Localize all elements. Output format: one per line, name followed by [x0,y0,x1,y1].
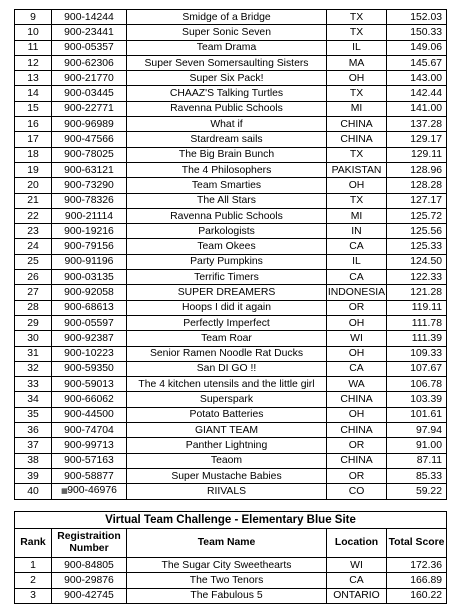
location-cell: OR [327,438,387,453]
header-registration-number: Registraition Number [52,529,127,558]
team-name-cell: Terrific Timers [127,270,327,285]
rank-cell: 36 [15,423,52,438]
team-name-cell: Party Pumpkins [127,254,327,269]
table-title: Virtual Team Challenge - Elementary Blue Site [15,512,447,529]
rank-cell: 30 [15,331,52,346]
table-row [15,208,447,223]
rank-cell: 31 [15,346,52,361]
total-score-cell: 59.22 [387,484,447,499]
table-row [15,453,447,468]
team-name-cell: Teaom [127,453,327,468]
team-name-cell: Potato Batteries [127,407,327,422]
rank-cell: 27 [15,285,52,300]
registration-number-cell: 900-59350 [52,361,127,376]
team-name-cell: The Two Tenors [127,573,327,588]
registration-number-cell: 900-44500 [52,407,127,422]
total-score-cell: 125.33 [387,239,447,254]
table-row [15,573,447,588]
table-row [15,423,447,438]
table-row [15,10,447,25]
total-score-cell: 128.96 [387,162,447,177]
table-row [15,117,447,132]
elementary-table-body [15,558,447,604]
rank-cell: 33 [15,377,52,392]
location-cell: TX [327,25,387,40]
registration-number-cell: 900-05357 [52,40,127,55]
location-cell: TX [327,193,387,208]
location-cell: MA [327,55,387,70]
total-score-cell: 129.17 [387,132,447,147]
registration-number-cell: 900-03445 [52,86,127,101]
team-name-cell: The Big Brain Bunch [127,147,327,162]
total-score-cell: 122.33 [387,270,447,285]
rank-cell: 32 [15,361,52,376]
table-row [15,300,447,315]
registration-number-cell: 900-63121 [52,162,127,177]
total-score-cell: 85.33 [387,468,447,483]
total-score-cell: 137.28 [387,117,447,132]
rank-cell: 19 [15,162,52,177]
registration-number-cell: 900-29876 [52,573,127,588]
table-row [15,147,447,162]
header-location: Location [327,529,387,558]
table-row [15,162,447,177]
registration-number-cell [52,484,127,499]
rank-cell: 18 [15,147,52,162]
total-score-cell: 125.56 [387,224,447,239]
total-score-cell: 129.11 [387,147,447,162]
registration-number-cell: 900-79156 [52,239,127,254]
glyph-symbol: ▦ [61,488,68,496]
team-name-cell: Super Sonic Seven [127,25,327,40]
header-total-score: Total Score [387,529,447,558]
location-cell: CA [327,239,387,254]
team-name-cell: Team Roar [127,331,327,346]
total-score-cell: 106.78 [387,377,447,392]
location-cell: CHINA [327,423,387,438]
total-score-cell: 145.67 [387,55,447,70]
rank-cell: 12 [15,55,52,70]
table-row [15,132,447,147]
total-score-cell: 101.61 [387,407,447,422]
rank-cell: 39 [15,468,52,483]
registration-number-cell: 900-59013 [52,377,127,392]
total-score-cell: 124.50 [387,254,447,269]
registration-number-cell: 900-96989 [52,117,127,132]
rank-cell: 20 [15,178,52,193]
team-name-cell: Super Six Pack! [127,71,327,86]
registration-number-cell: 900-14244 [52,10,127,25]
table-title-row [15,512,447,529]
registration-number-cell: 900-62306 [52,55,127,70]
table-row [15,71,447,86]
total-score-cell: 142.44 [387,86,447,101]
total-score-cell: 103.39 [387,392,447,407]
registration-number-cell: 900-92387 [52,331,127,346]
rank-cell: 23 [15,224,52,239]
location-cell: OH [327,178,387,193]
registration-number-cell: 900-66062 [52,392,127,407]
location-cell: CA [327,361,387,376]
rank-cell: 25 [15,254,52,269]
registration-number-cell: 900-78025 [52,147,127,162]
location-cell: INDONESIA [327,285,387,300]
registration-number-cell: 900-42745 [52,588,127,603]
rank-cell: 26 [15,270,52,285]
team-name-cell: GIANT TEAM [127,423,327,438]
location-cell: OH [327,71,387,86]
location-cell: WI [327,558,387,573]
team-name-cell: San DI GO !! [127,361,327,376]
total-score-cell: 111.78 [387,315,447,330]
table-row [15,55,447,70]
total-score-cell: 127.17 [387,193,447,208]
location-cell: CO [327,484,387,499]
table-row [15,25,447,40]
location-cell: CA [327,270,387,285]
table-row [15,193,447,208]
results-table-continued [14,9,447,500]
total-score-cell: 111.39 [387,331,447,346]
team-name-cell: Team Okees [127,239,327,254]
total-score-cell: 125.72 [387,208,447,223]
table-row [15,224,447,239]
registration-number-cell: 900-19216 [52,224,127,239]
table-row [15,254,447,269]
team-name-cell: Senior Ramen Noodle Rat Ducks [127,346,327,361]
rank-cell: 1 [15,558,52,573]
team-name-cell: The 4 Philosophers [127,162,327,177]
location-cell: CHINA [327,453,387,468]
team-name-cell: The 4 kitchen utensils and the little girl [127,377,327,392]
rank-cell: 24 [15,239,52,254]
total-score-cell: 109.33 [387,346,447,361]
registration-number-cell: 900-58877 [52,468,127,483]
total-score-cell: 150.33 [387,25,447,40]
team-name-cell: Parkologists [127,224,327,239]
team-name-cell: Panther Lightning [127,438,327,453]
rank-cell: 2 [15,573,52,588]
rank-cell: 37 [15,438,52,453]
location-cell: OH [327,407,387,422]
table-row [15,361,447,376]
location-cell: WI [327,331,387,346]
total-score-cell: 119.11 [387,300,447,315]
header-rank: Rank [15,529,52,558]
team-name-cell: Super Seven Somersaulting Sisters [127,55,327,70]
table-row [15,86,447,101]
location-cell: OH [327,346,387,361]
team-name-cell: Smidge of a Bridge [127,10,327,25]
total-score-cell: 143.00 [387,71,447,86]
rank-cell: 34 [15,392,52,407]
rank-cell: 28 [15,300,52,315]
results-table-body [15,10,447,500]
total-score-cell: 87.11 [387,453,447,468]
location-cell: TX [327,86,387,101]
registration-number-cell: 900-92058 [52,285,127,300]
location-cell: WA [327,377,387,392]
team-name-cell: Perfectly Imperfect [127,315,327,330]
rank-cell: 17 [15,132,52,147]
total-score-cell: 97.94 [387,423,447,438]
team-name-cell: SUPER DREAMERS [127,285,327,300]
table-row [15,468,447,483]
table-row [15,178,447,193]
table-row [15,40,447,55]
location-cell: OR [327,300,387,315]
table-row [15,331,447,346]
registration-number-cell: 900-21114 [52,208,127,223]
table-row [15,438,447,453]
location-cell: IL [327,254,387,269]
table-row [15,558,447,573]
team-name-cell: Hoops I did it again [127,300,327,315]
table-row [15,392,447,407]
header-team-name: Team Name [127,529,327,558]
team-name-cell: The Sugar City Sweethearts [127,558,327,573]
rank-cell: 40 [15,484,52,499]
rank-cell: 11 [15,40,52,55]
location-cell: OR [327,468,387,483]
table-row [15,346,447,361]
team-name-cell: Super Mustache Babies [127,468,327,483]
team-name-cell: The All Stars [127,193,327,208]
location-cell: IL [327,40,387,55]
team-name-cell: The Fabulous 5 [127,588,327,603]
location-cell: CA [327,573,387,588]
rank-cell: 10 [15,25,52,40]
team-name-cell: Team Drama [127,40,327,55]
table-row [15,315,447,330]
location-cell: PAKISTAN [327,162,387,177]
registration-number-cell: 900-47566 [52,132,127,147]
team-name-cell: Ravenna Public Schools [127,101,327,116]
table-row [15,270,447,285]
rank-cell: 15 [15,101,52,116]
team-name-cell: Team Smarties [127,178,327,193]
registration-number-cell: 900-78326 [52,193,127,208]
elementary-blue-site-table [14,511,447,604]
location-cell: TX [327,147,387,162]
registration-number-cell: 900-05597 [52,315,127,330]
table-row [15,407,447,422]
registration-number-cell: 900-74704 [52,423,127,438]
table-header-row [15,529,447,558]
table-row [15,239,447,254]
rank-cell: 3 [15,588,52,603]
registration-number-cell: 900-57163 [52,453,127,468]
rank-cell: 29 [15,315,52,330]
team-name-cell: Superspark [127,392,327,407]
registration-number-cell: 900-21770 [52,71,127,86]
rank-cell: 16 [15,117,52,132]
table-row [15,377,447,392]
team-name-cell: Ravenna Public Schools [127,208,327,223]
registration-number-cell: 900-23441 [52,25,127,40]
team-name-cell: RIIVALS [127,484,327,499]
rank-cell: 21 [15,193,52,208]
team-name-cell: Stardream sails [127,132,327,147]
location-cell: ONTARIO [327,588,387,603]
registration-number-cell: 900-03135 [52,270,127,285]
registration-number-cell: 900-10223 [52,346,127,361]
rank-cell: 14 [15,86,52,101]
registration-number-cell: 900-91196 [52,254,127,269]
location-cell: MI [327,208,387,223]
registration-number-cell: 900-68613 [52,300,127,315]
rank-cell: 13 [15,71,52,86]
total-score-cell: 107.67 [387,361,447,376]
total-score-cell: 160.22 [387,588,447,603]
location-cell: OH [327,315,387,330]
table-row [15,285,447,300]
total-score-cell: 172.36 [387,558,447,573]
rank-cell: 22 [15,208,52,223]
rank-cell: 9 [15,10,52,25]
total-score-cell: 141.00 [387,101,447,116]
registration-number-cell: 900-84805 [52,558,127,573]
registration-number-cell: 900-22771 [52,101,127,116]
table-row [15,588,447,603]
location-cell: CHINA [327,117,387,132]
registration-number-cell: 900-99713 [52,438,127,453]
location-cell: CHINA [327,392,387,407]
rank-cell: 38 [15,453,52,468]
location-cell: MI [327,101,387,116]
registration-number-text: 900-46976 [67,485,117,497]
location-cell: TX [327,10,387,25]
table-row [15,101,447,116]
total-score-cell: 166.89 [387,573,447,588]
total-score-cell: 128.28 [387,178,447,193]
rank-cell: 35 [15,407,52,422]
total-score-cell: 149.06 [387,40,447,55]
total-score-cell: 121.28 [387,285,447,300]
table-row [15,484,447,499]
total-score-cell: 152.03 [387,10,447,25]
registration-number-cell: 900-73290 [52,178,127,193]
team-name-cell: What if [127,117,327,132]
location-cell: CHINA [327,132,387,147]
total-score-cell: 91.00 [387,438,447,453]
location-cell: IN [327,224,387,239]
team-name-cell: CHAAZ'S Talking Turtles [127,86,327,101]
